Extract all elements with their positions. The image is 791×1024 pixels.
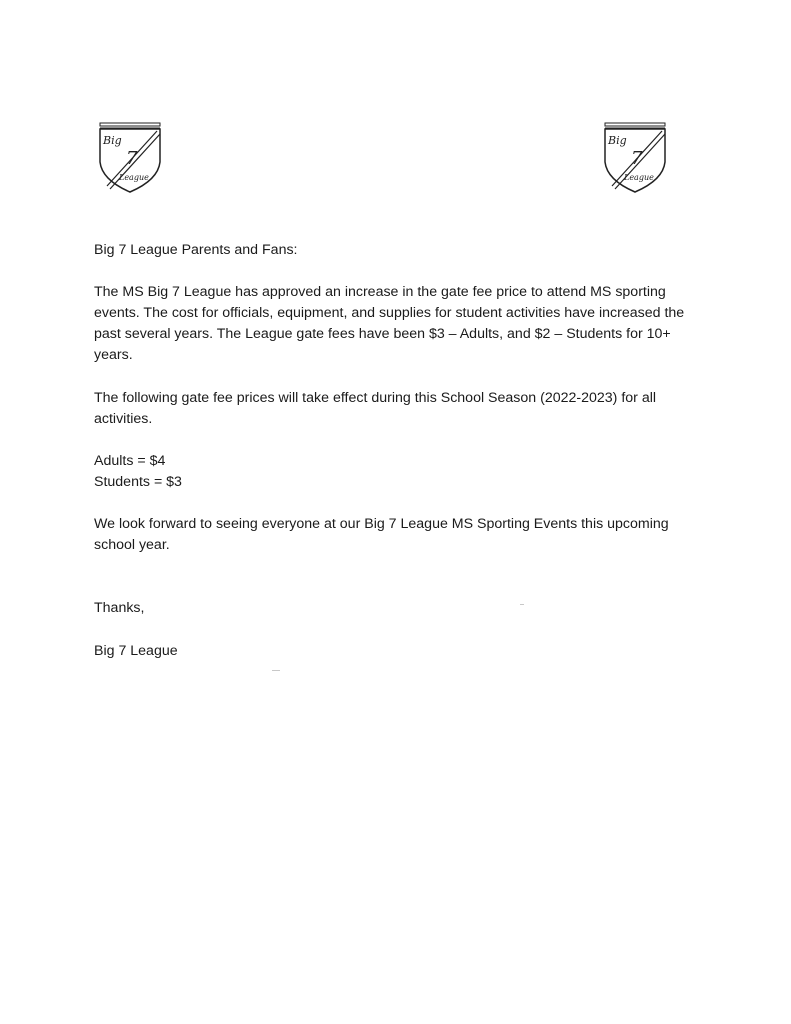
logo-text-big: Big — [103, 134, 122, 147]
big7-league-logo-left — [99, 122, 161, 194]
paragraph-fee-increase: The MS Big 7 League has approved an increase in the gate fee price to attend MS sporting events. The cost for officials, equipment, and supplies for student activities have increased the past several years. The League gate fees have been $3 – Adults, and $2 – Students for 10+ years. — [94, 284, 685, 363]
shield-logo-icon — [604, 122, 666, 194]
fee-students: Students = $3 — [94, 474, 182, 490]
paragraph-closing-message: We look forward to seeing everyone at our Big 7 League MS Sporting Events this upcoming school year. — [94, 516, 669, 553]
logo-text-seven: 7 — [126, 148, 138, 169]
scan-speck — [272, 670, 280, 671]
logo-text-league: League — [119, 173, 149, 182]
closing-thanks: Thanks, — [94, 600, 145, 616]
letter-body — [94, 240, 704, 662]
shield-logo-icon — [99, 122, 161, 194]
fee-list — [94, 451, 704, 493]
signature: Big 7 League — [94, 643, 178, 659]
greeting: Big 7 League Parents and Fans: — [94, 242, 298, 258]
scan-speck — [520, 604, 524, 605]
logo-text-seven: 7 — [631, 148, 643, 169]
logo-text-league: League — [624, 173, 654, 182]
paragraph-effective-date: The following gate fee prices will take effect during this School Season (2022-2023) for all activities. — [94, 390, 657, 427]
logo-text-big: Big — [608, 134, 627, 147]
big7-league-logo-right — [604, 122, 666, 194]
fee-adults: Adults = $4 — [94, 453, 166, 469]
